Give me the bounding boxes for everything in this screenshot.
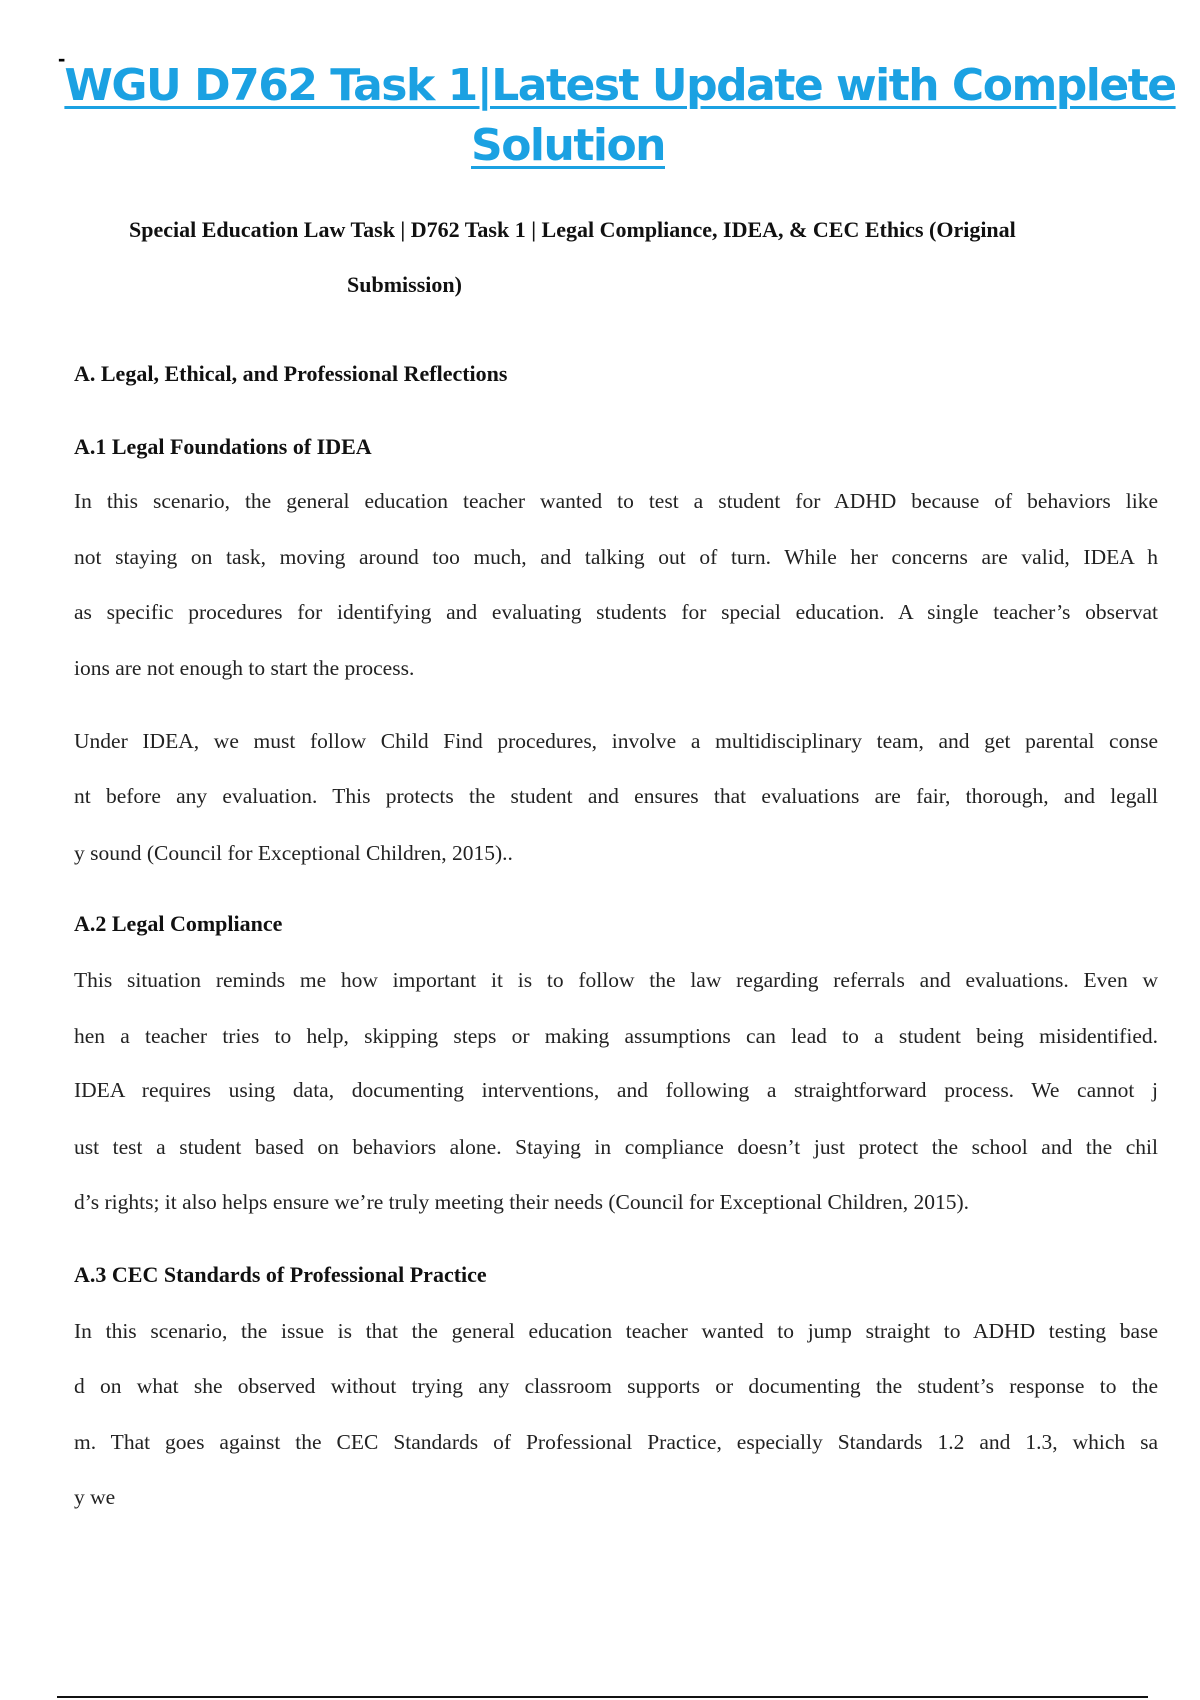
a1-line: not staying on task, moving around too much, and talking out of turn. While her concerns are valid, IDEA h xyxy=(74,545,1158,569)
document-title-line2[interactable]: Solution xyxy=(471,120,665,171)
a3-heading: A.3 CEC Standards of Professional Practice xyxy=(74,1262,487,1287)
a3-line: y we xyxy=(74,1485,116,1509)
a3-line: d on what she observed without trying any classroom supports or documenting the student’s response to the xyxy=(74,1374,1158,1398)
a2-line: This situation reminds me how important it is to follow the law regarding referrals and evaluations. Even w xyxy=(74,968,1158,992)
a1-line: ions are not enough to start the process. xyxy=(74,656,415,680)
a2-heading: A.2 Legal Compliance xyxy=(74,911,283,936)
a2-line: hen a teacher tries to help, skipping steps or making assumptions can lead to a student being misidentified. xyxy=(74,1024,1158,1048)
document-title-line1[interactable]: WGU D762 Task 1|Latest Update with Complete xyxy=(64,60,1176,111)
a1-line: y sound (Council for Exceptional Children, 2015).. xyxy=(74,841,513,865)
a3-line: m. That goes against the CEC Standards of Professional Practice, especially Standards 1.2 and 1.3, which sa xyxy=(74,1430,1158,1454)
a1-line: as specific procedures for identifying and evaluating students for special education. A single teacher’s observat xyxy=(74,600,1158,624)
subtitle-line1: Special Education Law Task | D762 Task 1 | Legal Compliance, IDEA, & CEC Ethics (Original xyxy=(129,217,1016,242)
page-marker: - xyxy=(58,46,66,71)
subtitle-line2: Submission) xyxy=(347,272,462,297)
a2-line: IDEA requires using data, documenting interventions, and following a straightforward process. We cannot j xyxy=(74,1078,1158,1102)
a2-line: ust test a student based on behaviors alone. Staying in compliance doesn’t just protect the school and the chil xyxy=(74,1135,1158,1159)
section-a-heading: A. Legal, Ethical, and Professional Reflections xyxy=(74,361,508,386)
a1-line: nt before any evaluation. This protects the student and ensures that evaluations are fair, thorough, and legall xyxy=(74,784,1158,808)
a3-line: In this scenario, the issue is that the general education teacher wanted to jump straight to ADHD testing base xyxy=(74,1319,1158,1343)
a1-heading: A.1 Legal Foundations of IDEA xyxy=(74,434,372,459)
a1-line: Under IDEA, we must follow Child Find procedures, involve a multidisciplinary team, and get parental conse xyxy=(74,729,1158,753)
a2-line: d’s rights; it also helps ensure we’re truly meeting their needs (Council for Exceptional Children, 2015). xyxy=(74,1190,970,1214)
a1-line: In this scenario, the general education teacher wanted to test a student for ADHD because of behaviors like xyxy=(74,489,1158,513)
page-bottom-rule xyxy=(57,1696,1148,1698)
